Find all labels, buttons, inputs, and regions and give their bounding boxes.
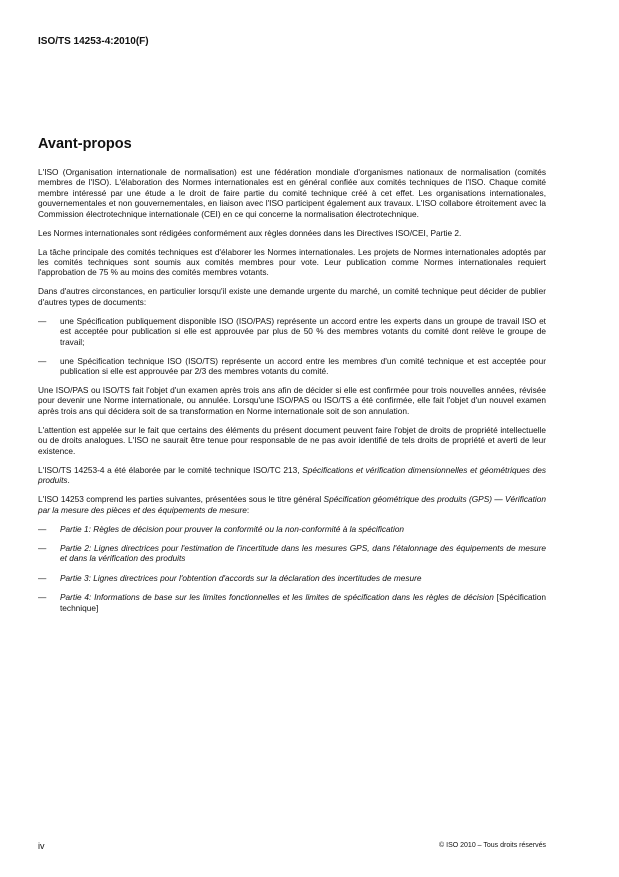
document-id: ISO/TS 14253-4:2010(F) xyxy=(38,36,149,47)
paragraph-prepared-by xyxy=(38,465,546,486)
text-segment: L'ISO 14253 comprend les parties suivantes, présentées sous le titre général xyxy=(38,494,324,505)
dash-marker: — xyxy=(38,523,47,534)
part-title-container xyxy=(60,592,546,613)
page-title: Avant-propos xyxy=(38,136,132,152)
paragraph-main-task: La tâche principale des comités techniques est d'élaborer les Normes internationales. Les projets de Normes internationales adoptés par les comités techniques sont soumis aux comités membres pour vote. Leur publication comme Normes internationales requiert l'approbation de 75 % au moins des comités membres votants. xyxy=(38,246,546,278)
general-title: Spécification géométrique des produits (GPS) — Vérification par la mesure des pièces et des équipements de mesure xyxy=(38,494,546,515)
text-segment: L'ISO/TS 14253-4 a été élaborée par le comité technique ISO/TC 213, xyxy=(38,464,303,475)
part-title: Partie 1: Règles de décision pour prouver la conformité ou la non-conformité à la spécification xyxy=(60,523,405,534)
list-item-iso-ts xyxy=(38,356,546,377)
copyright-notice: © ISO 2010 – Tous droits réservés xyxy=(439,842,546,849)
list-item-iso-pas xyxy=(38,316,546,347)
part-title: Partie 3: Lignes directrices pour l'obtention d'accords sur la déclaration des incertitudes de mesure xyxy=(60,572,422,583)
committee-title: Spécifications et vérification dimensionnelles et géométriques des produits xyxy=(38,464,546,486)
paragraph-review: Une ISO/PAS ou ISO/TS fait l'objet d'un examen après trois ans afin de décider si elle est confirmée pour trois nouvelles années, révisée pour devenir une Norme internationale, ou annulée. Lorsqu'une ISO/PAS ou ISO/TS a été confirmée, elle fait l'objet d'un nouvel examen après trois ans qui décidera soit de sa transformation en Norme internationale soit de son annulation. xyxy=(38,385,546,416)
list-item-text: une Spécification publiquement disponible ISO (ISO/PAS) représente un accord entre les experts dans un groupe de travail ISO et est acceptée pour publication si elle est approuvée par plus de 50 % des membres votants du comité dont relève le groupe de travail; xyxy=(60,315,546,347)
text-segment: : xyxy=(246,504,250,515)
paragraph-patent-rights: L'attention est appelée sur le fait que certains des éléments du présent document peuvent faire l'objet de droits de propriété intellectuelle ou de droits analogues. L'ISO ne saurait être tenue pour responsable de ne pas avoir identifié de tels droits de propriété et averti de leur existence. xyxy=(38,424,546,456)
foreword-body xyxy=(38,167,546,622)
dash-marker: — xyxy=(38,542,47,553)
text-segment: . xyxy=(67,475,70,486)
paragraph-directives: Les Normes internationales sont rédigées conformément aux règles données dans les Directives ISO/CEI, Partie 2. xyxy=(38,227,462,238)
part-item-3 xyxy=(38,573,546,583)
dash-marker: — xyxy=(38,355,47,366)
part-title: Partie 4: Informations de base sur les limites fonctionnelles et les limites de spécification dans les règles de décision xyxy=(60,592,494,603)
part-title: Partie 2: Lignes directrices pour l'estimation de l'incertitude dans les mesures GPS, dans l'étalonnage des équipements de mesure et dans la vérification des produits xyxy=(60,542,546,564)
part-item-4 xyxy=(38,592,546,613)
dash-marker: — xyxy=(38,572,47,583)
paragraph-other-documents: Dans d'autres circonstances, en particulier lorsqu'il existe une demande urgente du marché, un comité technique peut décider de publier d'autres types de documents: xyxy=(38,286,546,307)
document-type-label: [Spécification technique] xyxy=(60,592,547,613)
page-number: iv xyxy=(38,841,45,851)
paragraph-iso-intro: L'ISO (Organisation internationale de normalisation) est une fédération mondiale d'organismes nationaux de normalisation (comités membres de l'ISO). L'élaboration des Normes internationales est en général confiée aux comités techniques de l'ISO. Chaque comité membre intéressé par une étude a le droit de faire partie du comité technique créé à cet effet. Les organisations internationales, gouvernementales et non gouvernementales, en liaison avec l'ISO participent également aux travaux. L'ISO collabore étroitement avec la Commission électrotechnique internationale (CEI) en ce qui concerne la normalisation électrotechnique. xyxy=(38,167,546,219)
part-item-1 xyxy=(38,524,546,534)
part-item-2 xyxy=(38,543,546,564)
dash-marker: — xyxy=(38,592,47,603)
paragraph-parts-intro xyxy=(38,494,546,515)
dash-marker: — xyxy=(38,315,47,326)
list-item-text: une Spécification technique ISO (ISO/TS) représente un accord entre les membres d'un comité technique et est acceptée pour publication si elle est approuvée par 2/3 des membres votants du comité. xyxy=(60,355,546,377)
